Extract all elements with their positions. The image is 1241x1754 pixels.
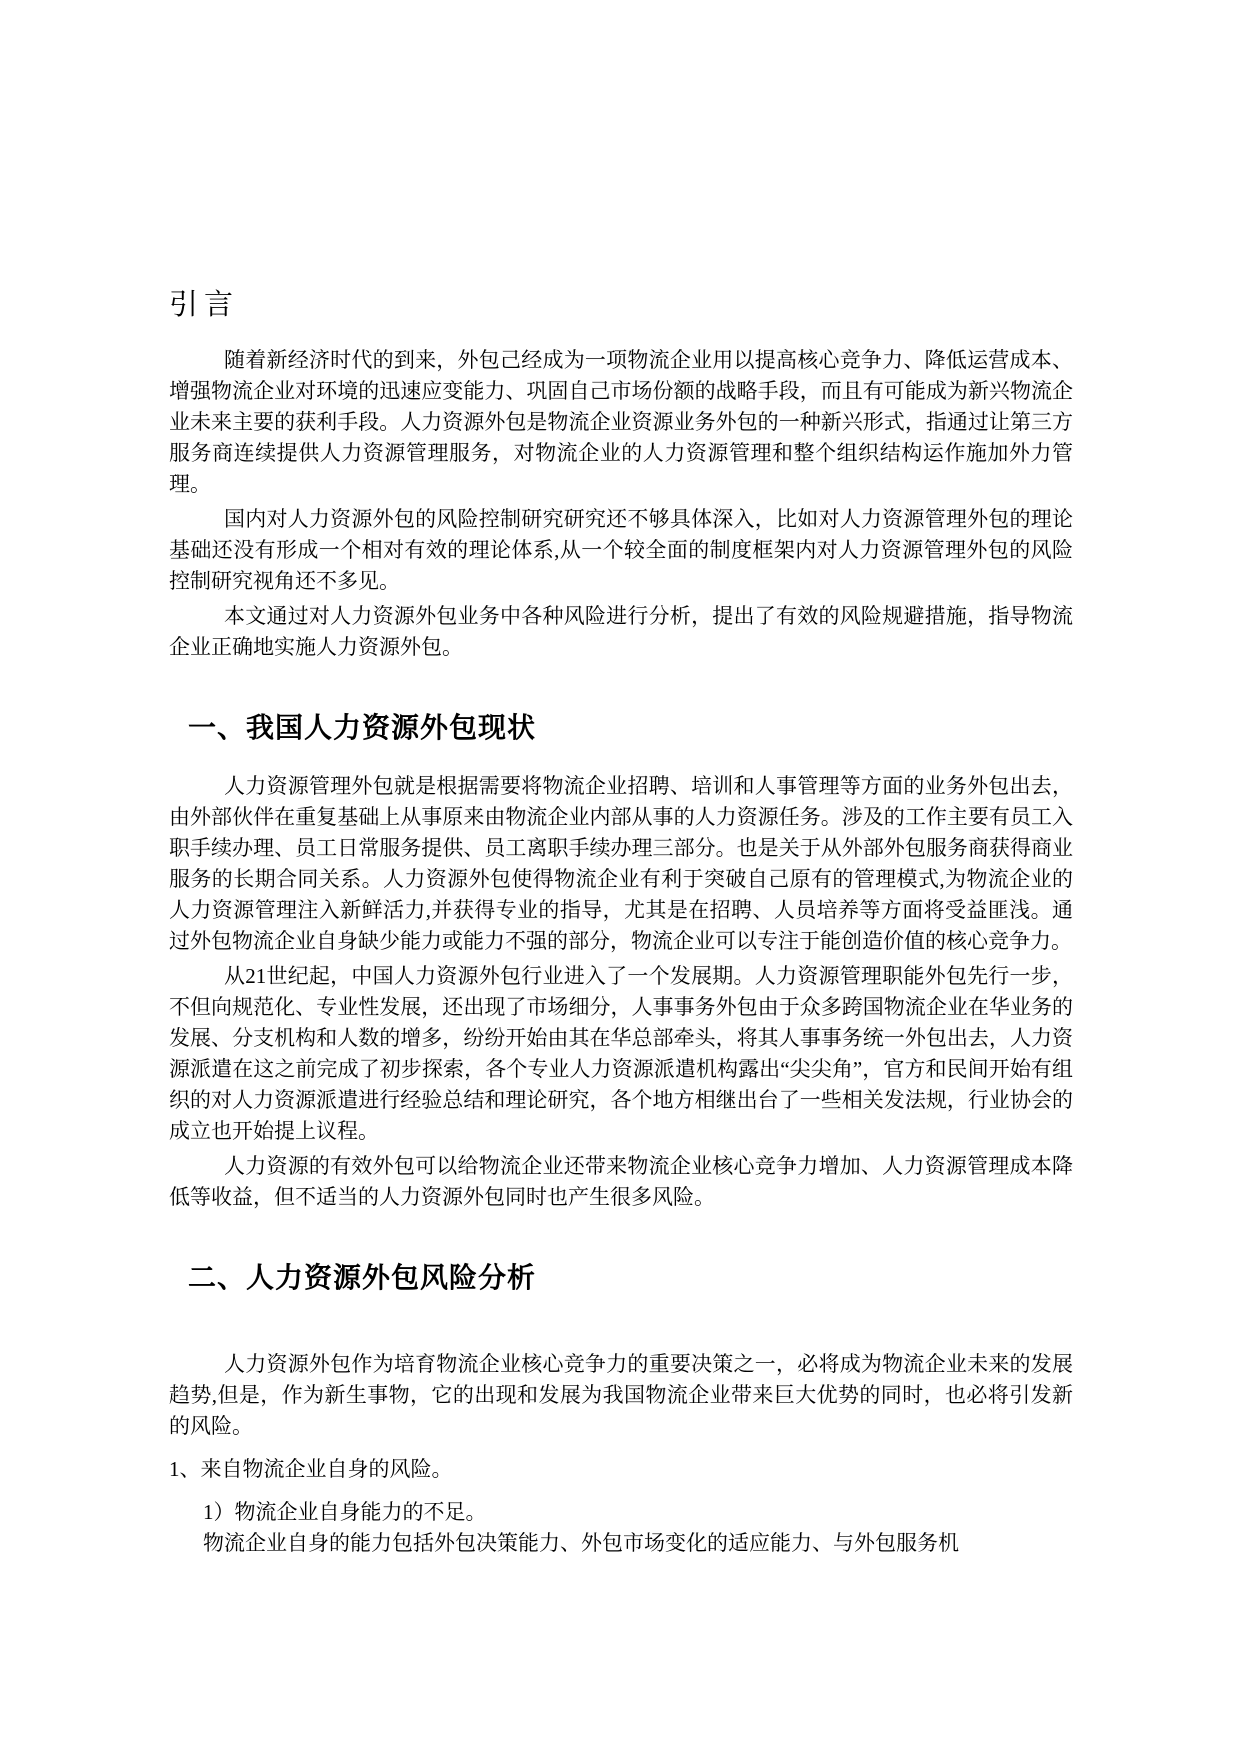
section-1-paragraph-2: 从21世纪起，中国人力资源外包行业进入了一个发展期。人力资源管理职能外包先行一步，不但向规范化、专业性发展，还出现了市场细分，人事事务外包由于众多跨国物流企业在华业务的发展、分支机构和人数的增多，纷纷开始由其在华总部牵头，将其人事事务统一外包出去，人力资源派遣在这之前完成了初步探索，各个专业人力资源派遣机构露出“尖尖角”，官方和民间开始有组织的对人力资源派遣进行经验总结和理论研究，各个地方相继出台了一些相关发法规，行业协会的成立也开始提上议程。	[169, 964, 1073, 1143]
section-1-paragraph-1: 人力资源管理外包就是根据需要将物流企业招聘、培训和人事管理等方面的业务外包出去，由外部伙伴在重复基础上从事原来由物流企业内部从事的人力资源任务。涉及的工作主要有员工入职手续办理、员工日常服务提供、员工离职手续办理三部分。也是关于从外部外包服务商获得商业服务的长期合同关系。人力资源外包使得物流企业有利于突破自己原有的管理模式,为物流企业的人力资源管理注入新鲜活力,并获得专业的指导，尤其是在招聘、人员培养等方面将受益匪浅。通过外包物流企业自身缺少能力或能力不强的部分，物流企业可以专注于能创造价值的核心竞争力。	[169, 774, 1073, 953]
intro-paragraph-3: 本文通过对人力资源外包业务中各种风险进行分析，提出了有效的风险规避措施，指导物流企业正确地实施人力资源外包。	[169, 604, 1073, 659]
section-1-paragraph-3: 人力资源的有效外包可以给物流企业还带来物流企业核心竞争力增加、人力资源管理成本降低等收益，但不适当的人力资源外包同时也产生很多风险。	[169, 1154, 1073, 1209]
section-2-sub-item-1: 1）物流企业自身能力的不足。	[203, 1500, 487, 1524]
page-content	[169, 0, 1073, 1559]
section-2-heading: 二、人力资源外包风险分析	[188, 1262, 537, 1293]
section-2-sub-item-1-text: 物流企业自身的能力包括外包决策能力、外包市场变化的适应能力、与外包服务机	[203, 1531, 959, 1555]
section-1-heading: 一、我国人力资源外包现状	[188, 712, 537, 743]
section-2-list-item-1: 1、来自物流企业自身的风险。	[169, 1457, 453, 1481]
intro-paragraph-1: 随着新经济时代的到来，外包己经成为一项物流企业用以提高核心竞争力、降低运营成本、增强物流企业对环境的迅速应变能力、巩固自己市场份额的战略手段，而且有可能成为新兴物流企业未来主要的获利手段。人力资源外包是物流企业资源业务外包的一种新兴形式，指通过让第三方服务商连续提供人力资源管理服务，对物流企业的人力资源管理和整个组织结构运作施加外力管理。	[169, 348, 1073, 496]
intro-heading: 引言	[169, 289, 240, 321]
intro-paragraph-2: 国内对人力资源外包的风险控制研究研究还不够具体深入，比如对人力资源管理外包的理论基础还没有形成一个相对有效的理论体系,从一个较全面的制度框架内对人力资源管理外包的风险控制研究视角还不多见。	[169, 507, 1073, 593]
section-2-paragraph-1: 人力资源外包作为培育物流企业核心竞争力的重要决策之一，必将成为物流企业未来的发展趋势,但是，作为新生事物，它的出现和发展为我国物流企业带来巨大优势的同时，也必将引发新的风险。	[169, 1352, 1073, 1438]
